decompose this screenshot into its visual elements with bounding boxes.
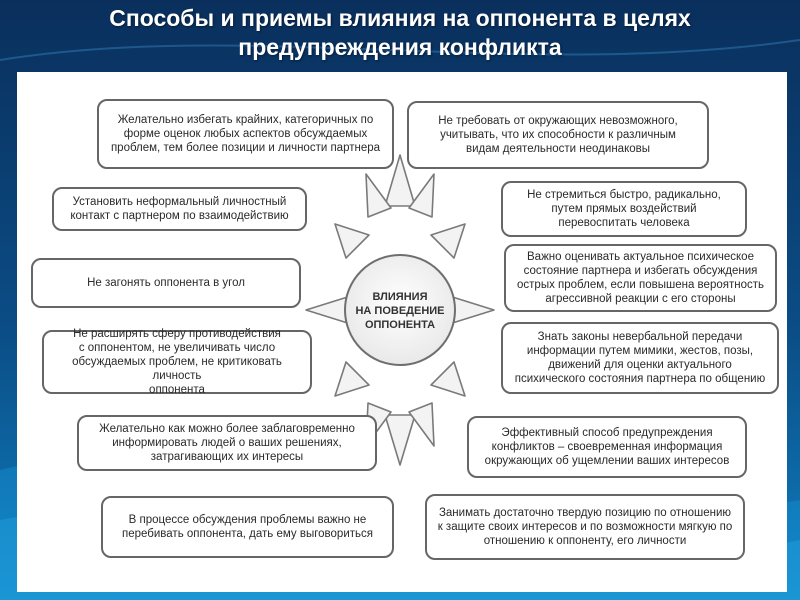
left-box-6 (101, 496, 394, 558)
left-box-1-line-2: форме оценок любых аспектов обсуждаемых (123, 128, 368, 140)
left-box-1-line-3: проблем, тем более позиции и личности партнера (110, 142, 381, 154)
right-box-5-line-3: окружающих об ущемлении ваших интересов (484, 455, 730, 467)
right-box-1-line-1: Не требовать от окружающих невозможного, (438, 115, 678, 127)
left-box-3-line-1: Не загонять оппонента в угол (87, 277, 245, 289)
right-box-4-line-2: информации путем мимики, жестов, позы, (526, 345, 754, 357)
left-box-5-line-3: затрагивающих их интересы (150, 451, 304, 463)
left-box-3 (31, 258, 301, 308)
left-box-4-line-4: оппонента (149, 384, 205, 396)
left-box-4-line-2: с оппонентом, не увеличивать число (78, 342, 276, 354)
right-box-3-line-2: состояние партнера и избегать обсуждения (523, 265, 758, 277)
star-ray-top-right (431, 224, 465, 258)
left-box-5 (77, 415, 377, 471)
right-box-4 (501, 322, 779, 394)
slide-title-line-2: предупреждения конфликта (238, 34, 562, 60)
star-ray-bottom (385, 415, 415, 465)
right-box-6 (425, 494, 745, 560)
right-box-2-line-3: перевоспитать человека (558, 217, 690, 229)
left-box-6-line-2: перебивать оппонента, дать ему выговориться (122, 528, 373, 540)
left-box-5-line-1: Желательно как можно более заблаговременно (99, 423, 355, 435)
right-box-3-line-3: острых проблем, если повышена вероятность (517, 279, 764, 291)
slide-title-line-1: Способы и приемы влияния на оппонента в целях (109, 5, 691, 31)
right-box-4-line-1: Знать законы невербальной передачи (537, 331, 743, 343)
right-box-6-line-2: к защите своих интересов и по возможности мягкую по (437, 521, 733, 533)
star-ray-top-left (335, 224, 369, 258)
right-box-1-line-3: видам деятельности неодинаковы (465, 143, 650, 155)
center-label (350, 284, 450, 338)
left-box-4 (42, 330, 312, 394)
right-box-3-line-4: агрессивной реакции с его стороны (545, 293, 736, 305)
star-ray-top-2 (366, 174, 391, 217)
center-label-line-2: НА ПОВЕДЕНИЕ (355, 305, 445, 317)
left-box-4-line-3: обсуждаемых проблем, не критиковать личность (72, 356, 282, 382)
right-box-4-line-4: психического состояния партнера по общению (514, 373, 766, 385)
star-ray-bottom-right (431, 362, 465, 396)
left-box-5-line-2: информировать людей о ваших решениях, (112, 437, 342, 449)
center-label-line-3: ОППОНЕНТА (364, 319, 436, 331)
left-box-2 (52, 187, 307, 231)
left-box-1 (97, 99, 394, 169)
right-box-5 (467, 416, 747, 478)
star-ray-top-3 (409, 174, 434, 217)
right-box-4-line-3: движений для оценки актуального (548, 359, 732, 371)
right-box-5-line-2: конфликтов – своевременная информация (491, 441, 723, 453)
left-box-2-line-2: контакт с партнером по взаимодействию (70, 210, 289, 222)
center-label-line-1: ВЛИЯНИЯ (372, 291, 428, 303)
star-ray-bottom-left (335, 362, 369, 396)
right-box-2 (501, 181, 747, 237)
right-box-6-line-1: Занимать достаточно твердую позицию по отношению (438, 507, 732, 519)
right-box-2-line-2: путем прямых воздействий (551, 203, 697, 215)
left-box-4-line-1: Не расширять сферу противодействия (73, 328, 281, 340)
right-box-3-line-1: Важно оценивать актуальное психическое (527, 251, 754, 263)
diagram-panel (17, 72, 787, 592)
left-box-2-line-1: Установить неформальный личностный (72, 196, 287, 208)
slide-title (0, 4, 800, 62)
right-box-1-line-2: учитывать, что их способности к различным (440, 129, 676, 141)
right-box-3 (504, 244, 777, 312)
right-box-6-line-3: отношению к оппоненту, его личности (483, 535, 687, 547)
right-box-5-line-1: Эффективный способ предупреждения (501, 427, 713, 439)
left-box-1-line-1: Желательно избегать крайних, категоричных по (117, 114, 374, 126)
right-box-2-line-1: Не стремиться быстро, радикально, (527, 189, 721, 201)
right-box-1 (407, 101, 709, 169)
left-box-6-line-1: В процессе обсуждения проблемы важно не (128, 514, 367, 526)
